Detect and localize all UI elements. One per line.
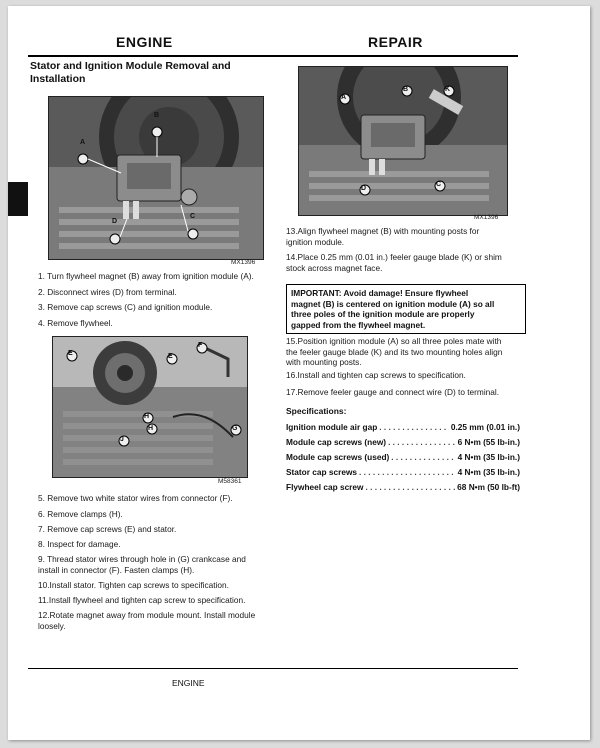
step-13	[286, 226, 479, 247]
callout-d: D	[361, 185, 367, 192]
callout-k: K	[445, 86, 451, 93]
spec-row	[286, 452, 520, 462]
section-title	[30, 60, 270, 86]
section-title-line-1: Stator and Ignition Module Removal and	[30, 60, 231, 72]
spec-label: Module cap screws (used)	[286, 452, 390, 462]
figure-code: MX1396	[474, 214, 499, 221]
spec-value: 4 N•m (35 lb-in.)	[457, 467, 520, 477]
header-section-repair: REPAIR	[368, 34, 423, 50]
step-12-line-1: 12.Rotate magnet away from module mount. Install module	[38, 610, 256, 620]
header-divider	[28, 55, 518, 57]
spec-value: 68 N•m (50 lb-ft)	[457, 482, 520, 492]
step-10: 10.Install stator. Tighten cap screws to specification.	[38, 580, 229, 590]
spec-row	[286, 467, 520, 477]
section-title-line-2: Installation	[30, 73, 86, 85]
spec-value: 6 N•m (55 lb-in.)	[457, 437, 520, 447]
callout-d: D	[112, 218, 118, 225]
figure-code: M58361	[218, 478, 242, 485]
callout-c: C	[190, 213, 196, 220]
important-line-1: IMPORTANT: Avoid damage! Ensure flywheel	[291, 288, 469, 298]
step-15-line-1: 15.Position ignition module (A) so all three poles mate with	[286, 336, 502, 346]
step-3: 3. Remove cap screws (C) and ignition module.	[38, 302, 213, 312]
callout-h: H	[144, 413, 150, 420]
callout-b: B	[154, 112, 160, 119]
spec-label: Flywheel cap screw	[286, 482, 364, 492]
callout-j: J	[120, 436, 124, 443]
step-16: 16.Install and tighten cap screws to specification.	[286, 370, 466, 380]
step-1: 1. Turn flywheel magnet (B) away from ignition module (A).	[38, 271, 254, 281]
step-4: 4. Remove flywheel.	[38, 318, 113, 328]
step-5: 5. Remove two white stator wires from connector (F).	[38, 493, 233, 503]
step-9	[38, 554, 246, 575]
step-13-line-1: 13.Align flywheel magnet (B) with mounting posts for	[286, 226, 480, 236]
callout-a: A	[341, 94, 347, 101]
spec-row	[286, 482, 520, 492]
step-15	[286, 336, 502, 368]
spec-label: Stator cap screws	[286, 467, 358, 477]
spec-row	[286, 422, 520, 432]
step-9-line-2: install in connector (F). Fasten clamps (H).	[38, 564, 195, 575]
step-13-line-2: ignition module.	[286, 236, 345, 247]
step-8: 8. Inspect for damage.	[38, 539, 121, 549]
spec-label: Module cap screws (new)	[286, 437, 387, 447]
specifications-title: Specifications:	[286, 406, 347, 416]
page-footer: ENGINE	[172, 678, 205, 688]
spec-row	[286, 437, 520, 447]
important-notice	[286, 284, 526, 334]
step-14-line-2: stock across magnet face.	[286, 262, 383, 273]
important-line-4: gapped from the flywheel magnet.	[291, 319, 426, 330]
step-12	[38, 610, 255, 631]
step-15-line-2: the feeler gauge blade (K) and its two mounting holes align	[286, 346, 503, 357]
callout-e: E	[68, 350, 73, 357]
step-11: 11.Install flywheel and tighten cap screw to specification.	[38, 595, 246, 605]
section-tab-marker	[8, 182, 28, 216]
step-6: 6. Remove clamps (H).	[38, 509, 123, 519]
callout-f: F	[198, 342, 203, 349]
spec-value: 0.25 mm (0.01 in.)	[450, 422, 520, 432]
step-14	[286, 252, 502, 273]
figure-code: MX1396	[231, 259, 256, 266]
ignition-module-photo	[48, 96, 264, 260]
step-2: 2. Disconnect wires (D) from terminal.	[38, 287, 177, 297]
callout-e: E	[168, 353, 173, 360]
stator-photo	[52, 336, 248, 478]
step-15-line-3: with mounting posts.	[286, 357, 362, 367]
callout-g: G	[232, 425, 238, 432]
step-14-line-1: 14.Place 0.25 mm (0.01 in.) feeler gauge blade (K) or shim	[286, 252, 502, 262]
callout-c: C	[436, 181, 442, 188]
callout-b: B	[403, 86, 409, 93]
spec-value: 4 N•m (35 lb-in.)	[457, 452, 520, 462]
important-line-3: three poles of the ignition module are properly	[291, 309, 475, 319]
spec-label: Ignition module air gap	[286, 422, 378, 432]
footer-divider	[28, 668, 518, 669]
callout-h: H	[148, 425, 154, 432]
step-9-line-1: 9. Thread stator wires through hole in (G) crankcase and	[38, 554, 246, 564]
callout-a: A	[80, 139, 86, 146]
left-column	[30, 60, 270, 86]
step-12-line-2: loosely.	[38, 620, 66, 631]
header-section-engine: ENGINE	[116, 34, 173, 50]
step-7: 7. Remove cap screws (E) and stator.	[38, 524, 177, 534]
page-header	[28, 34, 518, 56]
important-line-2: magnet (B) is centered on ignition module (A) so all	[291, 298, 495, 309]
step-17: 17.Remove feeler gauge and connect wire (D) to terminal.	[286, 387, 500, 397]
